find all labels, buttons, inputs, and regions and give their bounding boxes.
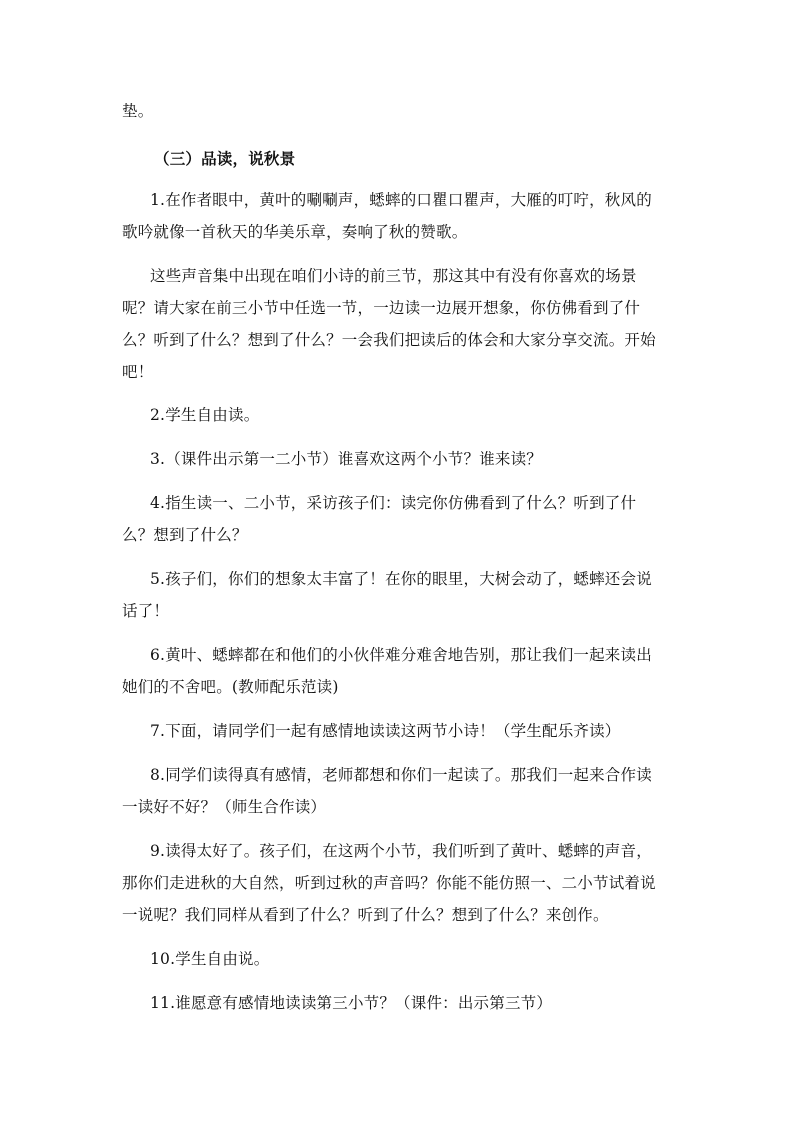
paragraph-line: 10.学生自由说。	[150, 950, 270, 968]
paragraph-line: 那你们走进秋的大自然，听到过秋的声音吗？你能不能仿照一、二小节试着说	[122, 874, 656, 892]
paragraph-line: 1.在作者眼中，黄叶的唰唰声，蟋蟀的口瞿口瞿声，大雁的叮咛，秋风的	[150, 191, 652, 209]
paragraph-line: 4.指生读一、二小节，采访孩子们：读完你仿佛看到了什么？听到了什	[150, 494, 637, 512]
section-heading: （三）品读，说秋景	[154, 149, 296, 168]
paragraph-line: 么？听到了什么？想到了什么？一会我们把读后的体会和大家分享交流。开始	[122, 331, 656, 349]
paragraph-line: 9.读得太好了。孩子们，在这两个小节，我们听到了黄叶、蟋蟀的声音，	[150, 842, 652, 860]
paragraph-line: 11.谁愿意有感情地读读第三小节？（课件：出示第三节）	[150, 994, 553, 1012]
paragraph-line: 呢？请大家在前三小节中任选一节，一边读一边展开想象，你仿佛看到了什	[122, 299, 641, 317]
paragraph-line: 么？想到了什么？	[122, 526, 248, 544]
paragraph-line: 6.黄叶、蟋蟀都在和他们的小伙伴难分难舍地告别，那让我们一起来读出	[150, 646, 652, 664]
paragraph-line: 7.下面，请同学们一起有感情地读读这两节小诗！（学生配乐齐读）	[150, 722, 621, 740]
paragraph-line: 一说呢？我们同样从看到了什么？听到了什么？想到了什么？来创作。	[122, 906, 609, 924]
paragraph-line: 2.学生自由读。	[150, 406, 260, 424]
paragraph-line: 一读好不好？（师生合作读）	[122, 798, 327, 816]
paragraph-continuation: 垫。	[122, 102, 154, 120]
paragraph-line: 8.同学们读得真有感情，老师都想和你们一起读了。那我们一起来合作读	[150, 766, 652, 784]
paragraph-line: 吧！	[122, 363, 154, 381]
paragraph-line: 这些声音集中出现在咱们小诗的前三节，那这其中有没有你喜欢的场景	[150, 267, 637, 285]
paragraph-line: 话了！	[122, 602, 170, 620]
paragraph-line: 她们的不舍吧。(教师配乐范读)	[122, 678, 339, 696]
paragraph-line: 5.孩子们，你们的想象太丰富了！在你的眼里，大树会动了，蟋蟀还会说	[150, 570, 652, 588]
paragraph-line: 3.（课件出示第一二小节）谁喜欢这两个小节？谁来读？	[150, 450, 542, 468]
paragraph-line: 歌吟就像一首秋天的华美乐章，奏响了秋的赞歌。	[122, 223, 468, 241]
